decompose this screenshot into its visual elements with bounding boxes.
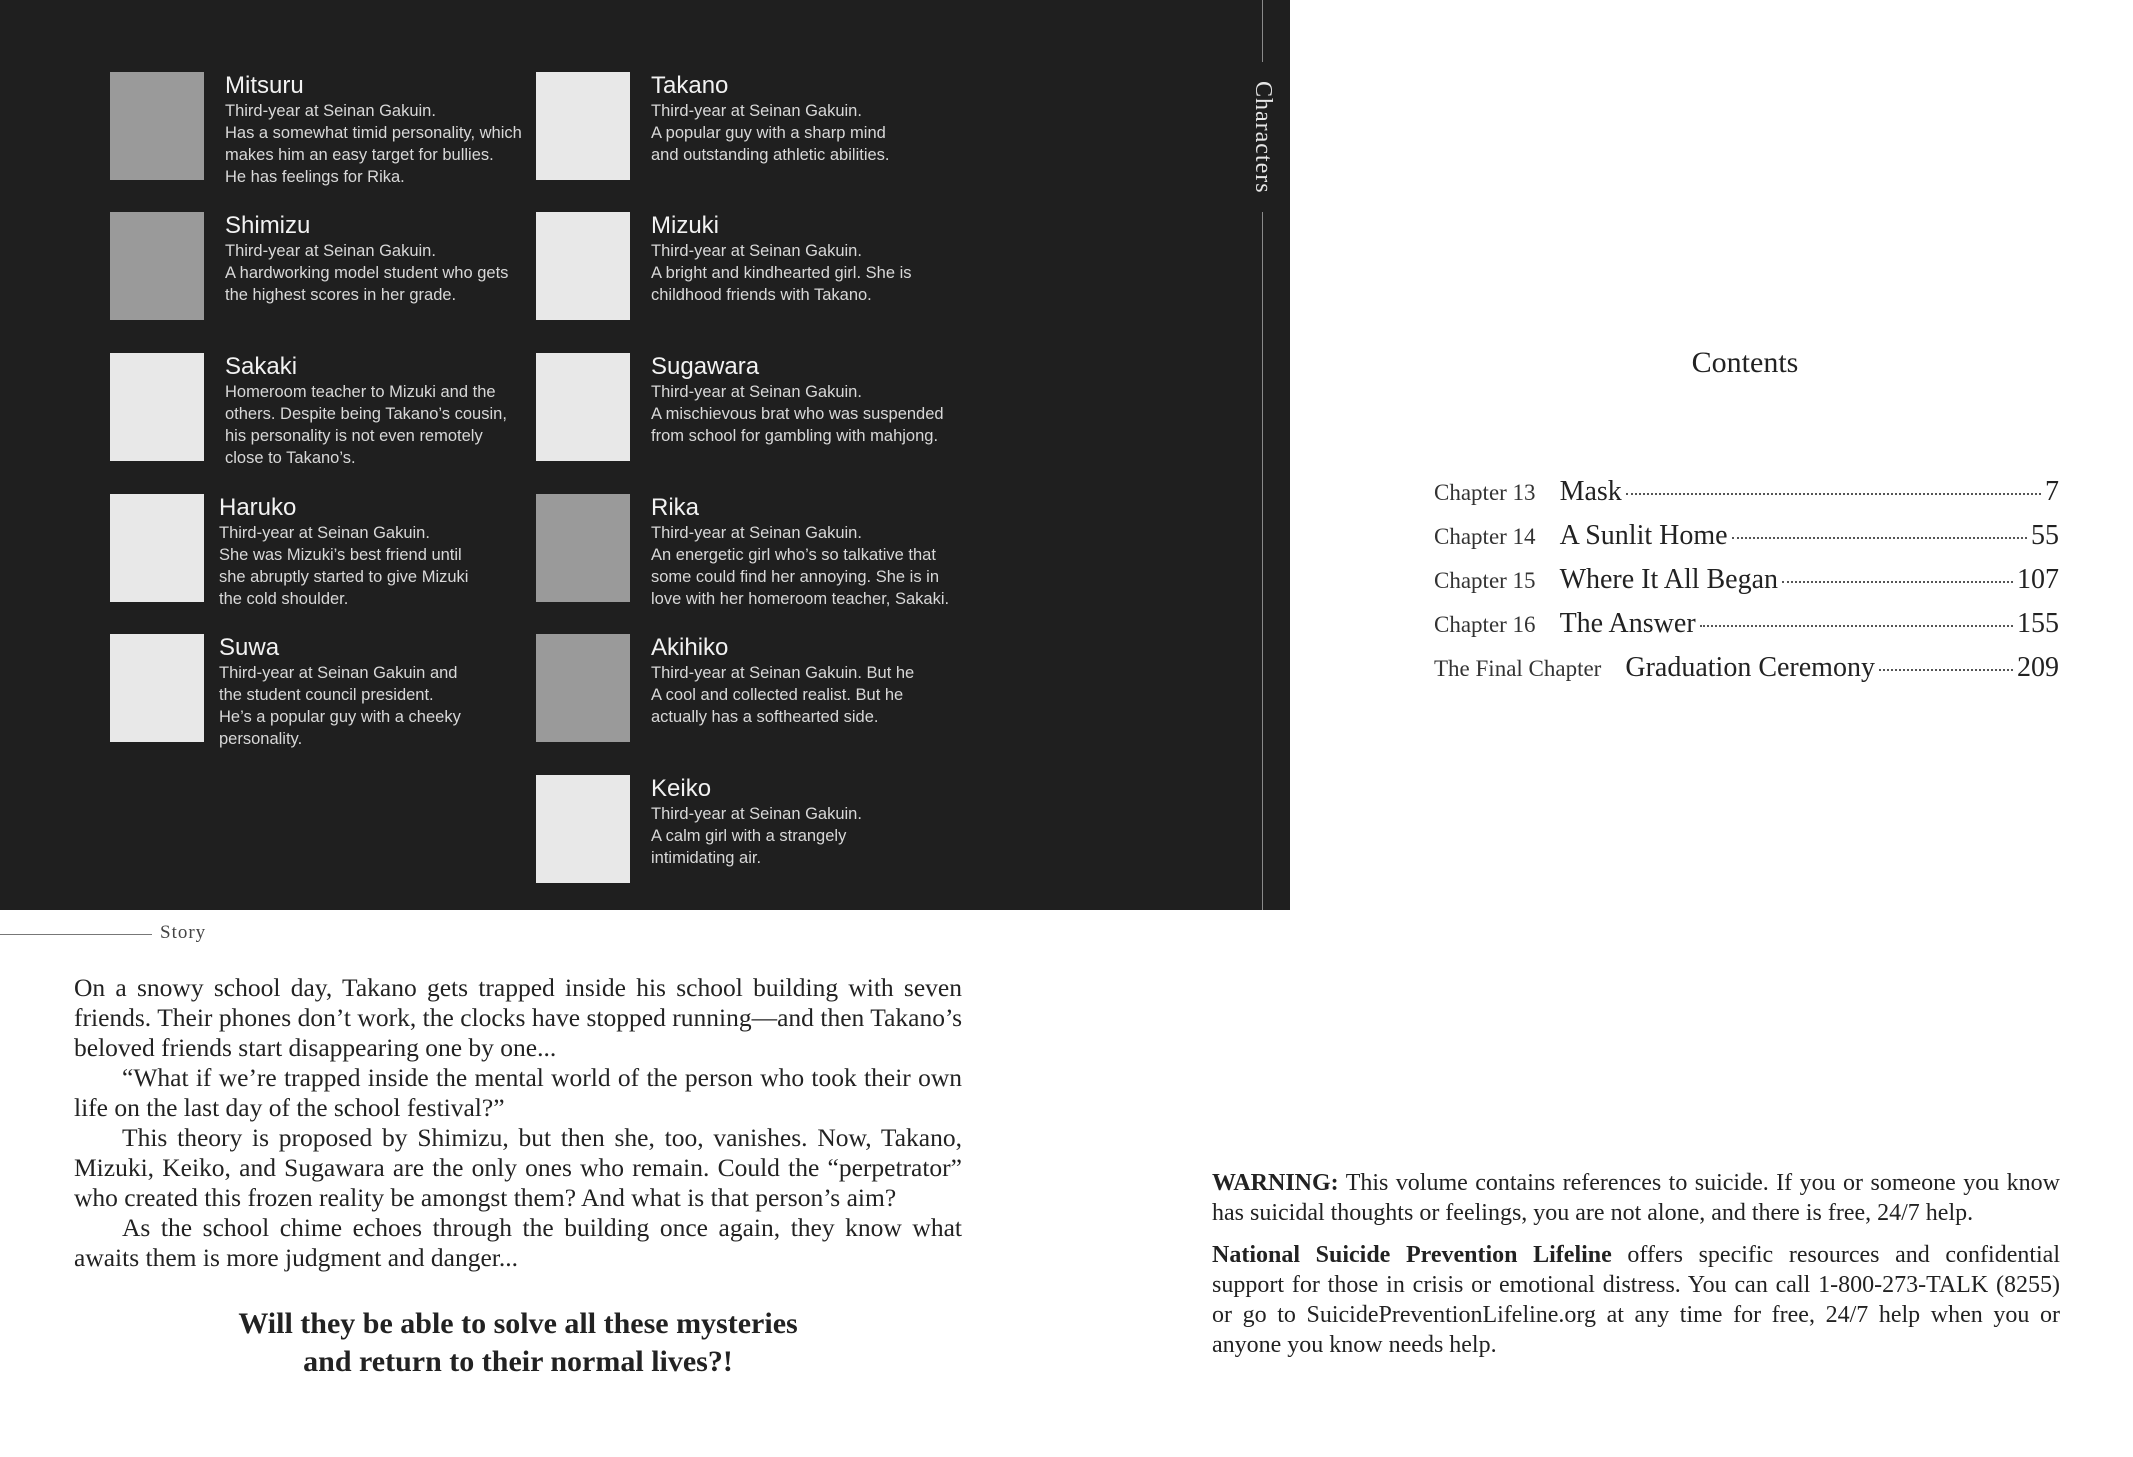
warning-text: This volume contains references to suicide. If you or someone you know has suicidal thoughts or feelings, you are not alone, and there is free, 24/7 help. bbox=[1212, 1170, 2060, 1226]
character-description: Third-year at Seinan Gakuin. A hardworking model student who gets the highest scores in her grade. bbox=[225, 242, 509, 304]
character-card bbox=[536, 72, 890, 180]
character-name: Mizuki bbox=[651, 212, 720, 239]
portrait-image bbox=[536, 494, 630, 602]
toc-title: Graduation Ceremony bbox=[1625, 652, 1875, 683]
toc-title: The Answer bbox=[1559, 608, 1696, 639]
character-description: Third-year at Seinan Gakuin. A mischievous brat who was suspended from school for gambling with mahjong. bbox=[651, 383, 944, 445]
toc-leader bbox=[1879, 669, 2013, 671]
portrait-image bbox=[110, 353, 204, 461]
toc-chapter: The Final Chapter bbox=[1434, 656, 1602, 681]
characters-panel bbox=[0, 0, 1290, 910]
portrait-image bbox=[536, 72, 630, 180]
toc-title: Mask bbox=[1559, 476, 1622, 507]
character-card bbox=[110, 494, 468, 610]
character-card bbox=[536, 634, 914, 742]
portrait-image bbox=[536, 775, 630, 883]
character-description: Third-year at Seinan Gakuin. A popular guy with a sharp mind and outstanding athletic abilities. bbox=[651, 102, 890, 164]
story-paragraph: “What if we’re trapped inside the mental world of the person who took their own life on the last day of the school festival?” bbox=[74, 1063, 962, 1122]
character-card bbox=[536, 494, 949, 610]
character-description: Third-year at Seinan Gakuin. An energetic girl who’s so talkative that some could find her annoying. She is in love with her homeroom teacher, Sakaki. bbox=[651, 524, 950, 608]
story-rule bbox=[0, 934, 152, 935]
toc-title: Where It All Began bbox=[1559, 564, 1779, 595]
toc-title: A Sunlit Home bbox=[1559, 520, 1728, 551]
toc-page: 155 bbox=[2017, 608, 2059, 639]
character-name: Takano bbox=[651, 72, 729, 99]
toc-entry bbox=[1434, 608, 2059, 652]
story-text bbox=[74, 973, 962, 1273]
character-description: Third-year at Seinan Gakuin. A bright and kindhearted girl. She is childhood friends with Takano. bbox=[651, 242, 912, 304]
character-name: Suwa bbox=[219, 634, 280, 661]
toc-entry bbox=[1434, 476, 2059, 520]
character-card bbox=[110, 353, 507, 469]
character-card bbox=[110, 72, 522, 188]
warning-notice bbox=[1212, 1168, 2060, 1372]
story-paragraph: This theory is proposed by Shimizu, but then she, too, vanishes. Now, Takano, Mizuki, Keiko, and Sugawara are the only ones who remain. Could the “perpetrator” who created this frozen reality be amongst them? And what is that person’s aim? bbox=[74, 1123, 962, 1212]
toc-entry bbox=[1434, 564, 2059, 608]
character-description: Third-year at Seinan Gakuin. Has a somewhat timid personality, which makes him an easy target for bullies. He has feelings for Rika. bbox=[225, 102, 522, 186]
character-description: Third-year at Seinan Gakuin. But he A cool and collected realist. But he actually has a softhearted side. bbox=[651, 664, 915, 726]
character-card bbox=[110, 212, 508, 320]
toc-leader bbox=[1732, 537, 2027, 539]
toc-chapter: Chapter 15 bbox=[1434, 568, 1536, 593]
toc-chapter: Chapter 14 bbox=[1434, 524, 1536, 549]
toc-page: 107 bbox=[2017, 564, 2059, 595]
story-paragraph: As the school chime echoes through the building once again, they know what awaits them is more judgment and danger... bbox=[74, 1213, 962, 1272]
toc-leader bbox=[1782, 581, 2013, 583]
character-name: Rika bbox=[651, 494, 700, 521]
character-name: Haruko bbox=[219, 494, 297, 521]
portrait-image bbox=[536, 212, 630, 320]
character-card bbox=[536, 212, 912, 320]
character-name: Keiko bbox=[651, 775, 712, 802]
toc-leader bbox=[1626, 493, 2041, 495]
toc-entry bbox=[1434, 520, 2059, 564]
lifeline-name: National Suicide Prevention Lifeline bbox=[1212, 1242, 1612, 1268]
character-name: Akihiko bbox=[651, 634, 729, 661]
divider-line bbox=[1262, 0, 1263, 62]
portrait-image bbox=[110, 494, 204, 602]
table-of-contents bbox=[1434, 476, 2059, 696]
portrait-image bbox=[110, 72, 204, 180]
character-name: Sakaki bbox=[225, 353, 298, 380]
toc-chapter: Chapter 13 bbox=[1434, 480, 1536, 505]
warning-lead: WARNING: bbox=[1212, 1170, 1339, 1196]
portrait-image bbox=[110, 212, 204, 320]
toc-page: 209 bbox=[2017, 652, 2059, 683]
character-description: Third-year at Seinan Gakuin. A calm girl with a strangely intimidating air. bbox=[651, 805, 862, 867]
character-name: Shimizu bbox=[225, 212, 311, 239]
lifeline-text: offers specific resources and confidential support for those in crisis or emotional distress. You can call 1-800-273-TALK (8255) or go to SuicidePreventionLifeline.org at any time for free, 24/7 help when you or anyone you know needs help. bbox=[1212, 1242, 2060, 1358]
divider-line bbox=[1262, 212, 1263, 910]
character-card bbox=[110, 634, 461, 750]
toc-entry bbox=[1434, 652, 2059, 696]
toc-page: 7 bbox=[2045, 476, 2059, 507]
toc-chapter: Chapter 16 bbox=[1434, 612, 1536, 637]
story-paragraph: On a snowy school day, Takano gets trapped inside his school building with seven friends. Their phones don’t work, the clocks have stopped running—and then Takano’s beloved friends start disappearing one by one... bbox=[74, 973, 962, 1062]
contents-title: Contents bbox=[1691, 346, 1799, 379]
portrait-image bbox=[110, 634, 204, 742]
portrait-image bbox=[536, 353, 630, 461]
toc-leader bbox=[1700, 625, 2013, 627]
story-label: Story bbox=[160, 922, 207, 943]
portrait-image bbox=[536, 634, 630, 742]
character-card bbox=[536, 353, 944, 461]
toc-page: 55 bbox=[2031, 520, 2059, 551]
character-description: Homeroom teacher to Mizuki and the others. Despite being Takano’s cousin, his personality is not even remotely close to Takano’s. bbox=[225, 383, 507, 467]
character-description: Third-year at Seinan Gakuin. She was Mizuki’s best friend until she abruptly started to give Mizuki the cold shoulder. bbox=[219, 524, 469, 608]
story-closing: Will they be able to solve all these mysteries and return to their normal lives?! bbox=[238, 1307, 798, 1378]
character-name: Sugawara bbox=[651, 353, 760, 380]
character-description: Third-year at Seinan Gakuin and the student council president. He’s a popular guy with a cheeky personality. bbox=[219, 664, 461, 748]
character-name: Mitsuru bbox=[225, 72, 304, 99]
character-card bbox=[536, 775, 862, 883]
characters-heading: Characters bbox=[1250, 80, 1276, 194]
